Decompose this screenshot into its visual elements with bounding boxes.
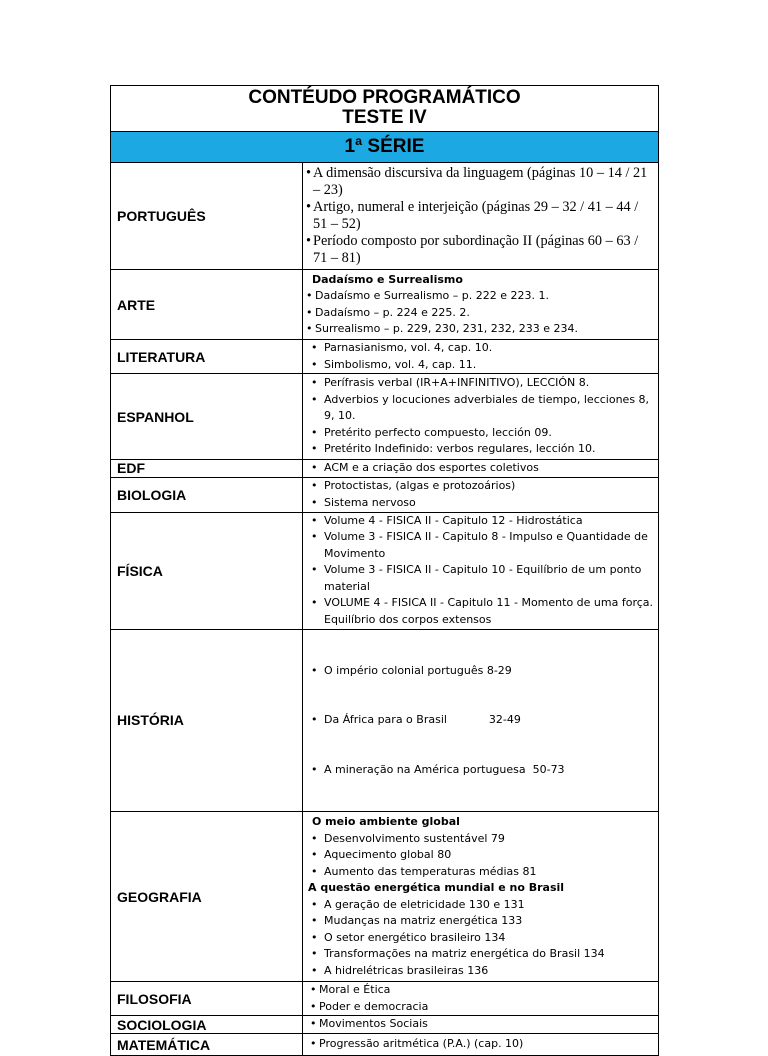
list-item: • Da África para o Brasil 32-49 (306, 712, 655, 729)
list-item: • Período composto por subordinação II (páginas 60 – 63 / 71 – 81) (306, 233, 655, 267)
content-espanhol (303, 374, 659, 460)
subject-sociologia: SOCIOLOGIA (111, 1016, 303, 1034)
header-row (111, 86, 659, 132)
list-item: • O setor energético brasileiro 134 (306, 930, 655, 947)
list-item: • Sistema nervoso (306, 495, 655, 512)
list-item: • Transformações na matriz energética do Brasil 134 (306, 946, 655, 963)
subject-literatura: LITERATURA (111, 340, 303, 374)
list-item: • Protoctistas, (algas e protozoários) (306, 478, 655, 495)
content-edf (303, 460, 659, 478)
list-item: • Pretérito perfecto compuesto, lección 09. (306, 425, 655, 442)
subject-edf: EDF (111, 460, 303, 478)
subject-fisica: FÍSICA (111, 512, 303, 629)
subject-geografia: GEOGRAFIA (111, 812, 303, 982)
section-heading: O meio ambiente global (312, 815, 460, 828)
list-item: • Surrealismo – p. 229, 230, 231, 232, 233 e 234. (306, 321, 655, 338)
list-item: • A hidrelétricas brasileiras 136 (306, 963, 655, 980)
list-item: • Volume 4 - FISICA II - Capitulo 12 - Hidrostática (306, 513, 655, 530)
list-item: • Mudanças na matriz energética 133 (306, 913, 655, 930)
list-item: • Poder e democracia (310, 999, 655, 1016)
row-biologia (111, 477, 659, 512)
list-item: • Moral e Ética (310, 982, 655, 999)
list-item: • A mineração na América portuguesa 50-73 (306, 762, 655, 779)
list-item: • O império colonial português 8-29 (306, 663, 655, 680)
page-title: CONTÉUDO PROGRAMÁTICO (248, 87, 521, 108)
subject-filosofia: FILOSOFIA (111, 982, 303, 1016)
content-portugues (303, 163, 659, 270)
row-sociologia (111, 1016, 659, 1034)
section-heading: A questão energética mundial e no Brasil (308, 881, 565, 894)
subject-historia: HISTÓRIA (111, 629, 303, 812)
list-item: • Volume 3 - FISICA II - Capitulo 10 - Equilíbrio de um ponto material (306, 562, 655, 595)
row-geografia (111, 812, 659, 982)
list-item: • ACM e a criação dos esportes coletivos (306, 460, 655, 477)
list-item: • Simbolismo, vol. 4, cap. 11. (306, 357, 655, 374)
list-item: • Parnasianismo, vol. 4, cap. 10. (306, 340, 655, 357)
list-item: • Perífrasis verbal (IR+A+INFINITIVO), LECCIÓN 8. (306, 375, 655, 392)
content-arte (303, 270, 659, 340)
content-fisica (303, 512, 659, 629)
list-item: • Progressão aritmética (P.A.) (cap. 10) (310, 1036, 655, 1053)
content-sociologia (303, 1016, 659, 1034)
list-item: • Artigo, numeral e interjeição (páginas 29 – 32 / 41 – 44 / 51 – 52) (306, 199, 655, 233)
page-subtitle: TESTE IV (342, 107, 427, 128)
row-historia (111, 629, 659, 812)
content-historia (303, 629, 659, 812)
content-geografia (303, 812, 659, 982)
serie-row (111, 132, 659, 163)
subject-biologia: BIOLOGIA (111, 477, 303, 512)
list-item: • Pretérito Indefinido: verbos regulares, lección 10. (306, 441, 655, 458)
subject-arte: ARTE (111, 270, 303, 340)
row-portugues (111, 163, 659, 270)
list-item: • Dadaísmo e Surrealismo – p. 222 e 223. 1. (306, 288, 655, 305)
list-item: • Aumento das temperaturas médias 81 (306, 864, 655, 881)
row-arte (111, 270, 659, 340)
content-table (110, 85, 659, 1056)
list-item: • A geração de eletricidade 130 e 131 (306, 897, 655, 914)
list-item: • A dimensão discursiva da linguagem (páginas 10 – 14 / 21 – 23) (306, 165, 655, 199)
serie-banner: 1ª SÉRIE (111, 132, 659, 163)
row-matematica (111, 1034, 659, 1056)
header-cell (111, 86, 659, 132)
list-item: • Dadaísmo – p. 224 e 225. 2. (306, 305, 655, 322)
subject-espanhol: ESPANHOL (111, 374, 303, 460)
list-item: • VOLUME 4 - FISICA II - Capitulo 11 - Momento de uma força. Equilíbrio dos corpos extensos (306, 595, 655, 628)
list-item: • Aquecimento global 80 (306, 847, 655, 864)
list-item: • Movimentos Sociais (310, 1016, 655, 1033)
list-item: • Adverbios y locuciones adverbiales de tiempo, lecciones 8, 9, 10. (306, 392, 655, 425)
content-filosofia (303, 982, 659, 1016)
subject-portugues: PORTUGUÊS (111, 163, 303, 270)
row-literatura (111, 340, 659, 374)
subject-matematica: MATEMÁTICA (111, 1034, 303, 1056)
row-edf (111, 460, 659, 478)
row-espanhol (111, 374, 659, 460)
content-matematica (303, 1034, 659, 1056)
row-fisica (111, 512, 659, 629)
row-filosofia (111, 982, 659, 1016)
section-heading: Dadaísmo e Surrealismo (312, 272, 463, 286)
content-literatura (303, 340, 659, 374)
list-item: • Desenvolvimento sustentável 79 (306, 831, 655, 848)
content-biologia (303, 477, 659, 512)
list-item: • Volume 3 - FISICA II - Capitulo 8 - Impulso e Quantidade de Movimento (306, 529, 655, 562)
